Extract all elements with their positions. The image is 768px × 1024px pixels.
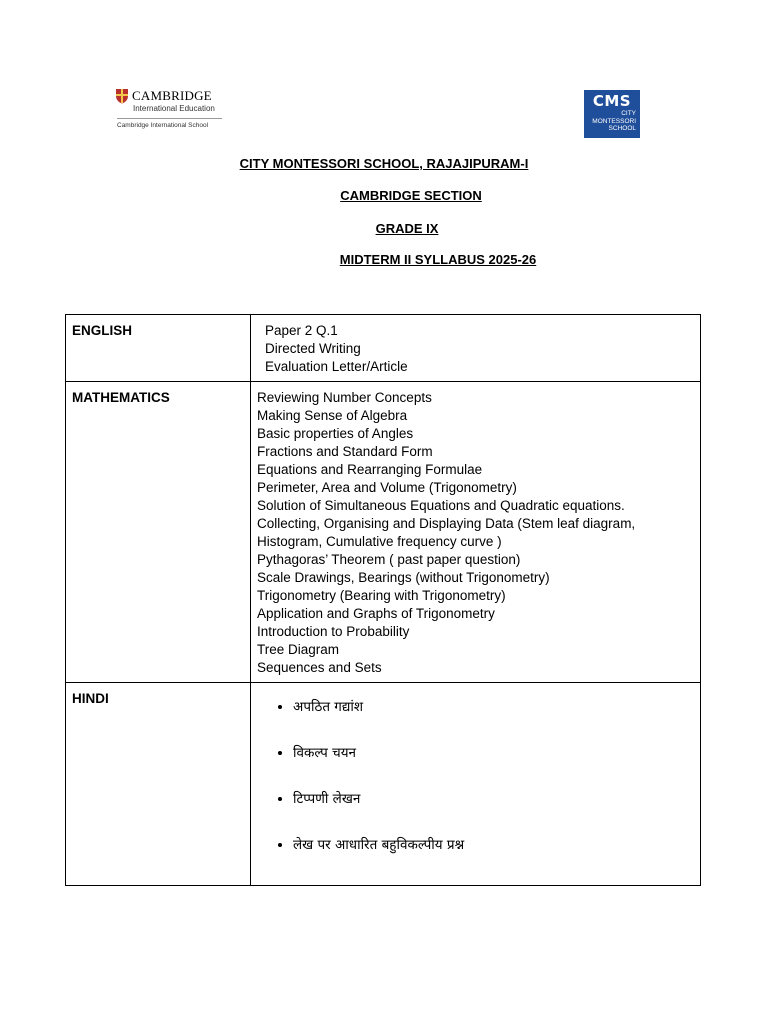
topic-item: Application and Graphs of Trigonometry [257, 606, 495, 621]
section-heading: CAMBRIDGE SECTION [340, 188, 482, 203]
topic-item: Trigonometry (Bearing with Trigonometry) [257, 588, 506, 603]
topic-item: Making Sense of Algebra [257, 408, 408, 423]
subject-hindi: HINDI [66, 683, 251, 886]
cambridge-logo [115, 88, 235, 138]
topics-mathematics [251, 382, 701, 683]
list-item: • टिप्पणी लेखन [293, 790, 694, 808]
grade-heading: GRADE IX [375, 221, 439, 236]
cms-logo-line2: MONTESSORI [592, 117, 636, 125]
topic-item: Solution of Simultaneous Equations and Quadratic equations. [257, 498, 625, 513]
topics-english [251, 315, 701, 382]
cambridge-logo-school: Cambridge International School [117, 122, 209, 129]
table-row-mathematics [66, 382, 701, 683]
table-row-english [66, 315, 701, 382]
topic-item: Fractions and Standard Form [257, 444, 433, 459]
cambridge-shield-icon [115, 88, 129, 104]
cms-logo-line1: CITY [621, 110, 636, 117]
exam-heading: MIDTERM II SYLLABUS 2025-26 [339, 252, 537, 267]
cambridge-logo-divider [117, 118, 222, 119]
hindi-topic-list [257, 698, 694, 854]
subject-english: ENGLISH [66, 315, 251, 382]
school-heading: CITY MONTESSORI SCHOOL, RAJAJIPURAM-I [239, 156, 529, 171]
list-item: • अपठित गद्यांश [293, 698, 694, 716]
cms-logo-abbr: CMS [592, 92, 632, 110]
topic-item: Basic properties of Angles [257, 426, 414, 441]
topic-item: Paper 2 Q.1 [265, 323, 338, 338]
cms-logo [584, 90, 640, 138]
topic-item: Scale Drawings, Bearings (without Trigonometry) [257, 570, 550, 585]
topics-hindi [251, 683, 701, 886]
topic-item: Introduction to Probability [257, 624, 410, 639]
syllabus-table [65, 314, 701, 886]
table-row-hindi [66, 683, 701, 886]
topic-item: Evaluation Letter/Article [265, 359, 408, 374]
topic-item: Tree Diagram [257, 642, 340, 657]
list-item: • लेख पर आधारित बहुविकल्पीय प्रश्न [293, 836, 694, 854]
topic-item: Sequences and Sets [257, 660, 382, 675]
topic-item: Directed Writing [265, 341, 361, 356]
cambridge-logo-subtitle: International Education [133, 104, 215, 113]
topic-item: Pythagoras’ Theorem ( past paper question) [257, 552, 521, 567]
topic-item: Reviewing Number Concepts [257, 390, 432, 405]
list-item: • विकल्प चयन [293, 744, 694, 762]
topic-item: Perimeter, Area and Volume (Trigonometry) [257, 480, 517, 495]
subject-mathematics: MATHEMATICS [66, 382, 251, 683]
topic-item: Collecting, Organising and Displaying Data (Stem leaf diagram, Histogram, Cumulative frequency curve ) [257, 516, 636, 549]
cms-logo-line3: SCHOOL [608, 125, 636, 132]
topic-item: Equations and Rearranging Formulae [257, 462, 483, 477]
cambridge-logo-name: CAMBRIDGE [132, 88, 212, 103]
